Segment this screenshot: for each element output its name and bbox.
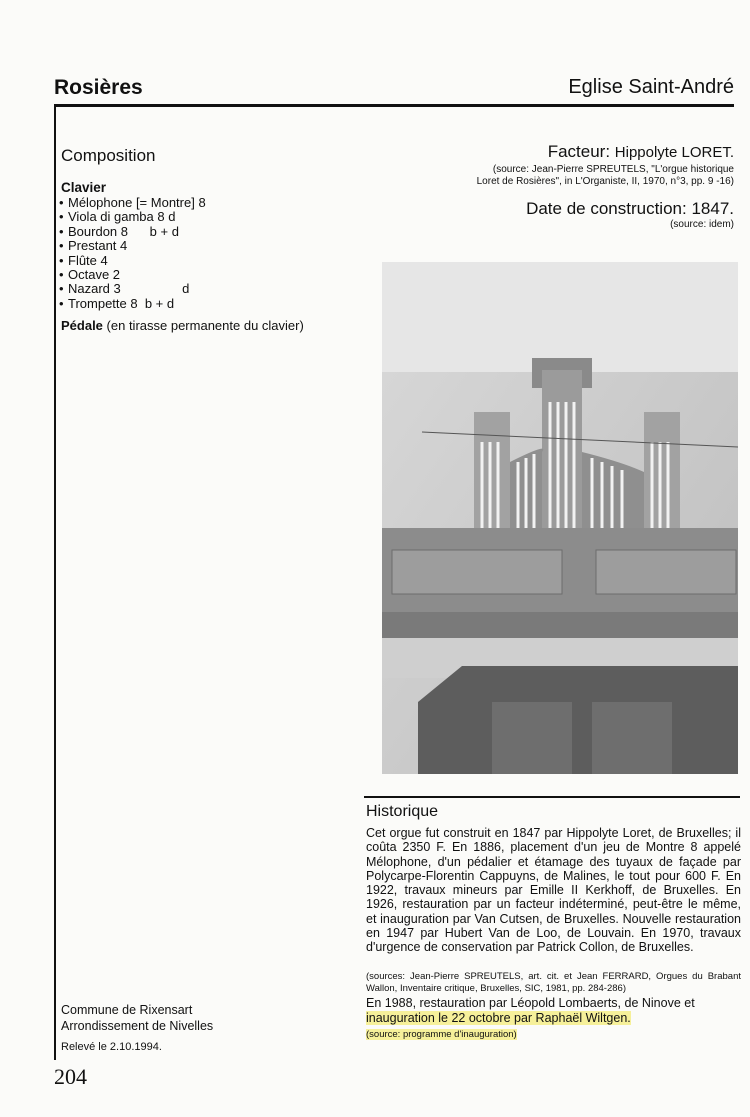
historique-sources: (sources: Jean-Pierre SPREUTELS, art. cit. et Jean FERRARD, Orgues du Brabant Wallon, Inventaire critique, Bruxelles, SIC, 1981, pp. 284-286) (366, 971, 741, 994)
composition-title: Composition (61, 146, 156, 165)
facteur-source-line: (source: Jean-Pierre SPREUTELS, "L'orgue historique (492, 164, 734, 175)
historique-later (366, 996, 741, 1042)
stop-item: • Bourdon 8 b + d (59, 223, 179, 239)
pedale-label: Pédale (61, 318, 103, 333)
releve-date: Relevé le 2.10.1994. (61, 1041, 162, 1053)
page-number: 204 (54, 1064, 87, 1089)
stop-item: • Nazard 3 d (59, 281, 190, 297)
historique-later-source: (source: programme d'inauguration) (366, 1029, 517, 1040)
stop-list (59, 196, 206, 311)
commune: Commune de Rixensart (61, 1003, 193, 1017)
facteur-line (548, 142, 734, 162)
clavier-title: Clavier (61, 180, 107, 195)
facteur-source-line: Loret de Rosières", in L'Organiste, II, 1970, n°3, pp. 9 -16) (476, 176, 734, 187)
header-rule (54, 104, 734, 107)
pedale-line (61, 318, 304, 333)
stop-item: • Mélophone [= Montre] 8 (59, 195, 206, 210)
historique-rule (364, 796, 740, 798)
organ-photo (382, 262, 738, 774)
date-value: 1847. (691, 199, 734, 218)
stop-item: • Flûte 4 (59, 252, 108, 268)
church-title: Eglise Saint-André (568, 76, 734, 98)
commune-block (61, 1002, 213, 1034)
stop-item: • Octave 2 (59, 267, 121, 283)
stop-item: • Viola di gamba 8 d (59, 209, 176, 225)
place-title: Rosières (54, 76, 143, 99)
facteur-source (477, 164, 734, 188)
date-label: Date de construction: (526, 199, 687, 218)
date-line (526, 199, 734, 219)
facteur-value: Hippolyte LORET. (614, 144, 734, 161)
historique-later-highlight: inauguration le 22 octobre par Raphaël Wiltgen. (366, 1011, 631, 1025)
historique-later-line: En 1988, restauration par Léopold Lombaerts, de Ninove et (366, 996, 695, 1010)
left-rule (54, 107, 56, 1060)
stop-item: • Prestant 4 (59, 238, 128, 254)
stop-item: • Trompette 8 b + d (59, 295, 175, 311)
date-source: (source: idem) (670, 219, 734, 230)
historique-title: Historique (366, 803, 439, 820)
pedale-text: (en tirasse permanente du clavier) (106, 318, 304, 333)
arrondissement: Arrondissement de Nivelles (61, 1019, 214, 1033)
historique-body: Cet orgue fut construit en 1847 par Hippolyte Loret, de Bruxelles; il coûta 2350 F. En 1886, placement d'un jeu de Montre 8 appelé Mélophone, d'un pédalier et étamage des tuyaux de façade par Polycarpe-Florentin Cappuyns, de Malines, le tout pour 600 F. En 1922, travaux mineurs par Emille II Kerkhoff, de Bruxelles. En 1926, restauration par un facteur indéterminé, peut-être le même, et inauguration par Van Cutsen, de Bruxelles. Nouvelle restauration en 1947 par Hubert Van de Loo, de Louvain. En 1970, travaux d'urgence de conservation par Patrick Collon, de Bruxelles. (366, 826, 741, 955)
facteur-label: Facteur: (547, 142, 611, 161)
